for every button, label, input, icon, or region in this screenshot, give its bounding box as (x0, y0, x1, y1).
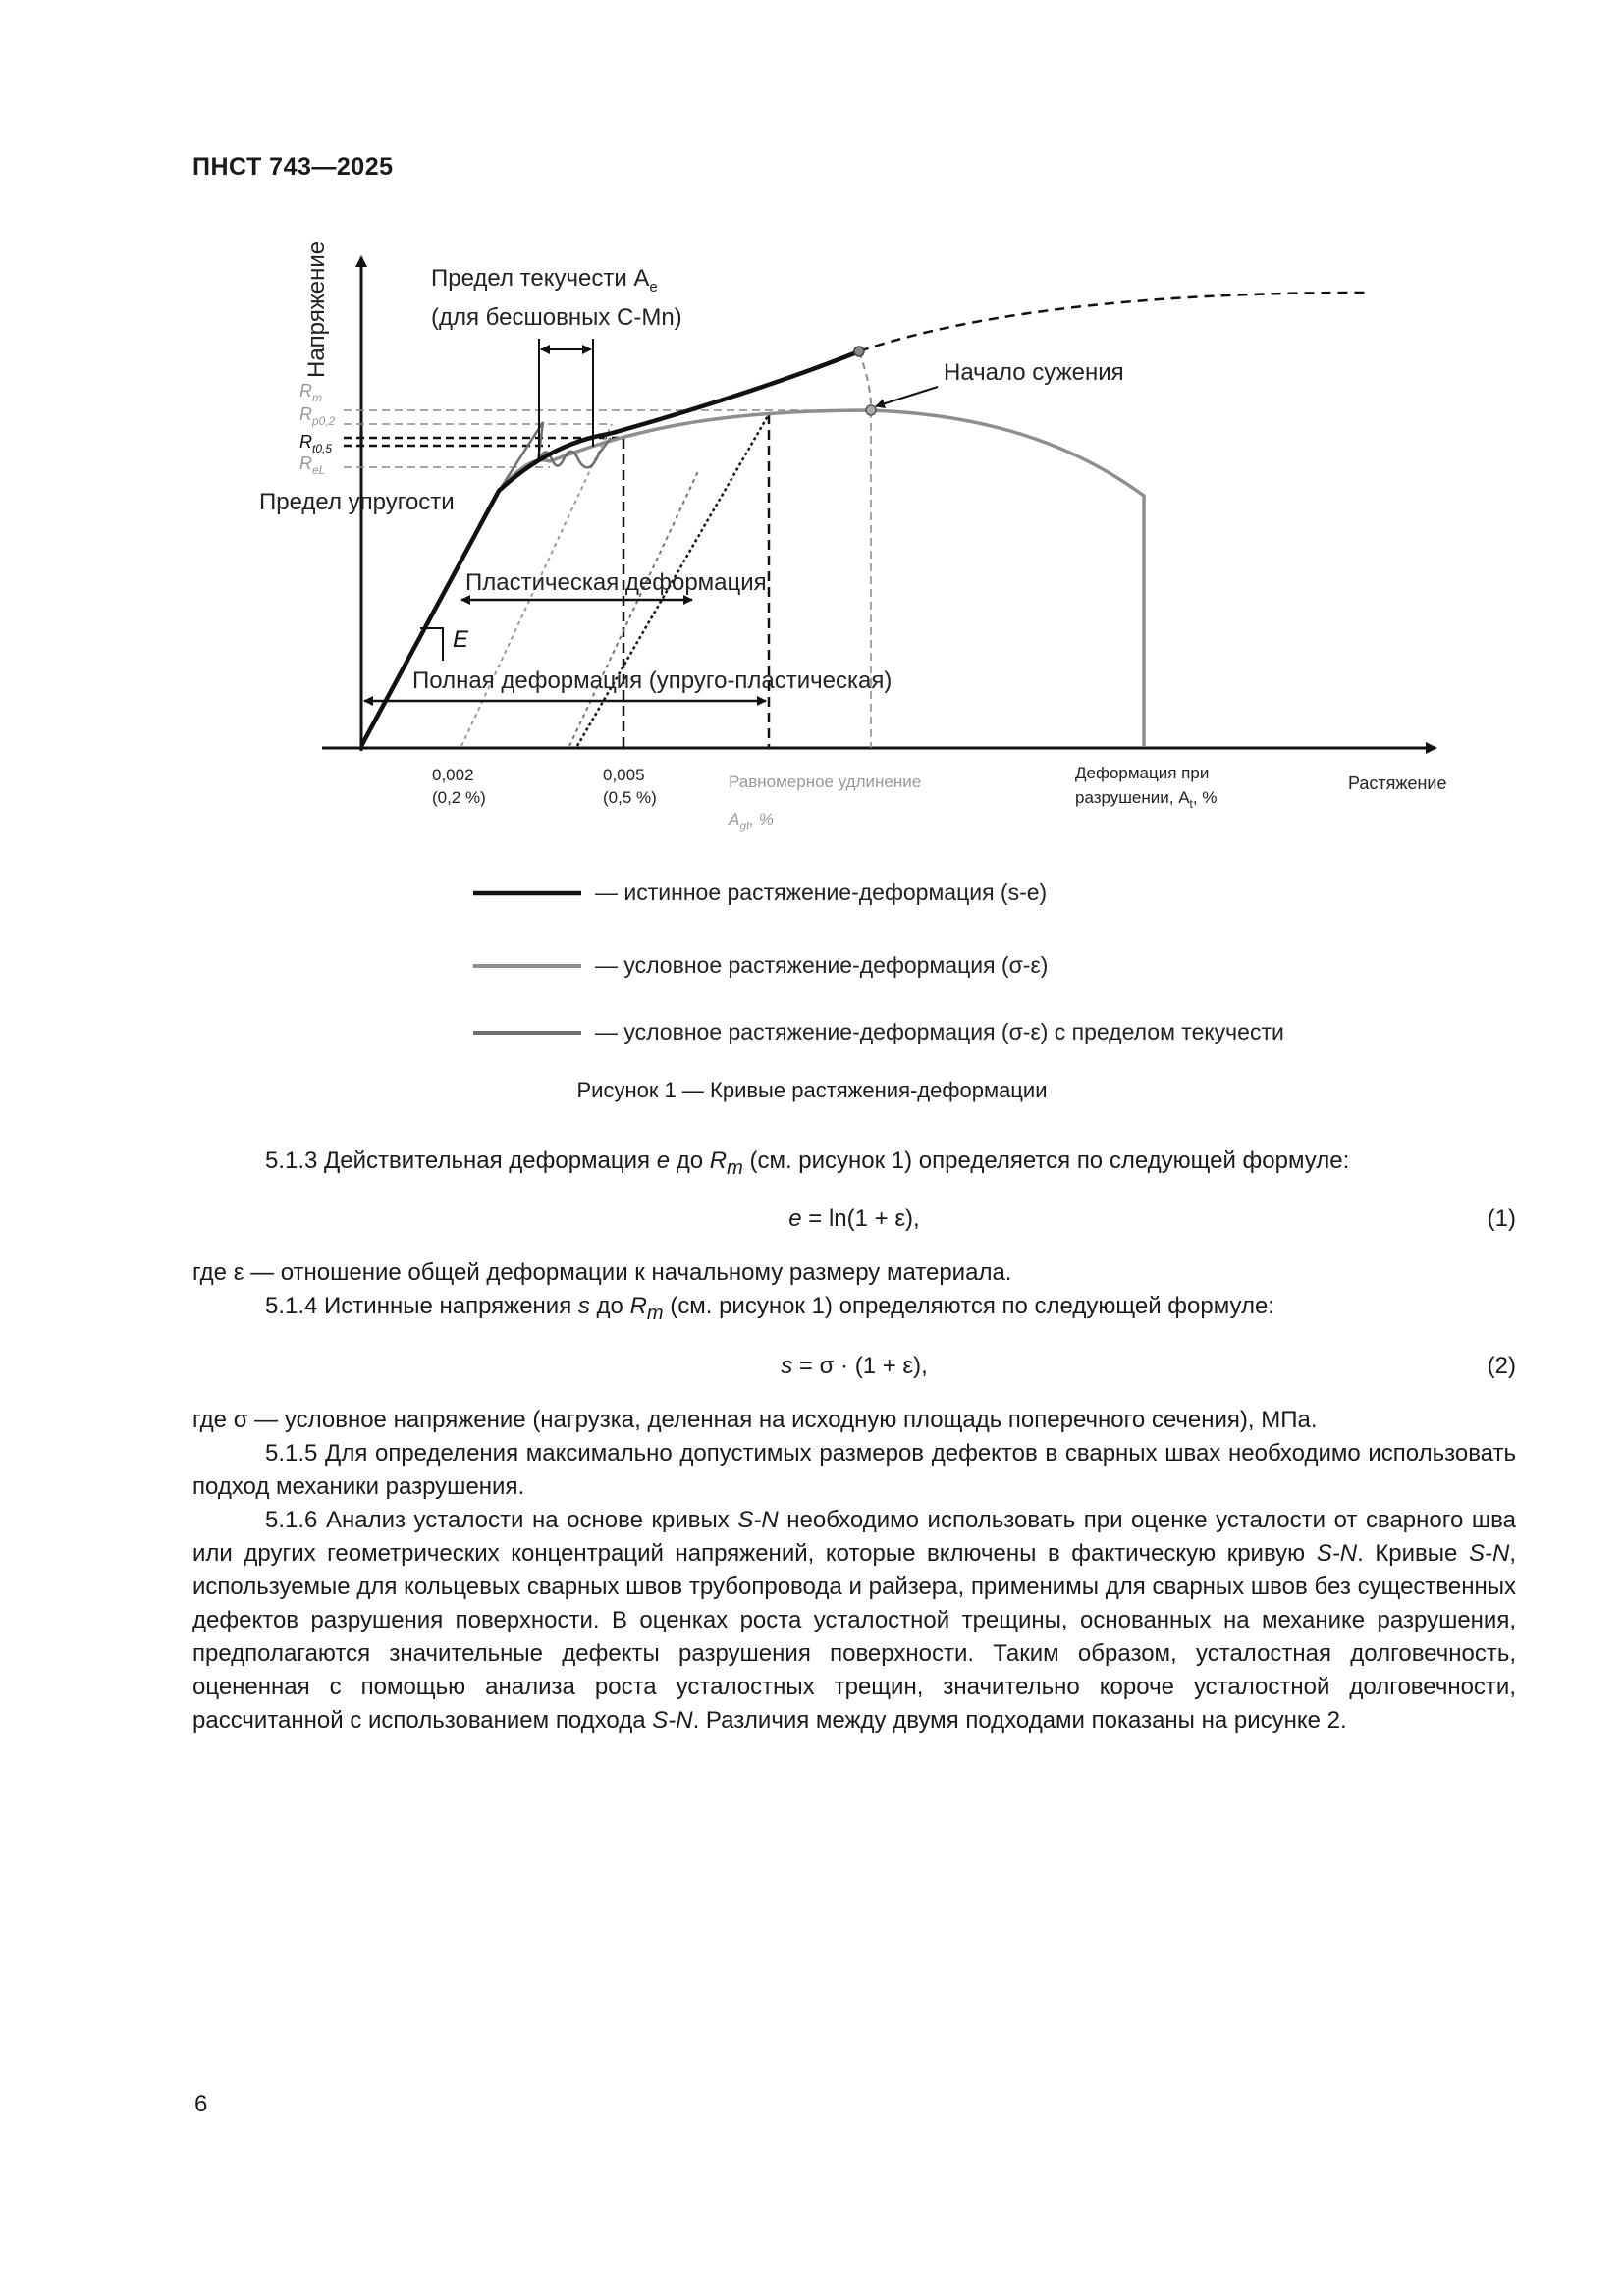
offset-line-005 (569, 469, 699, 746)
necking-point (866, 405, 876, 415)
label-rel: $R_{eL}$ (299, 454, 326, 477)
label-rt: $R_{t0,5}$ (299, 432, 333, 455)
document-header: ПНСТ 743—2025 (192, 153, 394, 181)
paragraph-5-1-5: 5.1.5 Для определения максимально допустимых размеров дефектов в сварных швах необходимо использовать подход механики разрушения. (192, 1440, 1516, 1500)
x-label-uniform: Равномерное удлинение (729, 773, 922, 791)
label-rm: $R_m$ (299, 381, 322, 404)
x-label-002-pct: (0,2 %) (432, 788, 486, 807)
equation-2-number: (2) (1487, 1353, 1516, 1379)
equation-1-number: (1) (1487, 1205, 1516, 1232)
necking-dashed-link (859, 351, 871, 410)
modulus-label: E (453, 626, 469, 653)
where-2: где σ — условное напряжение (нагрузка, деленная на исходную площадь поперечного сечения), МПа. (192, 1407, 1318, 1433)
paragraph-5-1-3: 5.1.3 Действительная деформация e до $R_m$ (см. рисунок 1) определяется по следующей формуле: (265, 1148, 1350, 1179)
where-1: где ε — отношение общей деформации к начальному размеру материала. (192, 1259, 1012, 1286)
true-curve-end-point (854, 347, 864, 356)
total-label: Полная деформация (упруго-пластическая) (412, 667, 893, 694)
plastic-label: Пластическая деформация (465, 569, 767, 596)
x-label-fracture-2: разрушении, $A_t$, % (1075, 788, 1218, 811)
yield-note-line2: (для бесшовных C-Mn) (431, 304, 682, 331)
necking-label: Начало сужения (944, 359, 1124, 386)
paragraph-5-1-4: 5.1.4 Истинные напряжения s до $R_m$ (см. рисунок 1) определяются по следующей формуле: (265, 1293, 1274, 1324)
figure-caption: Рисунок 1 — Кривые растяжения-деформации (576, 1078, 1048, 1102)
x-label-005: 0,005 (603, 766, 645, 784)
page-number: 6 (194, 2091, 208, 2117)
y-axis-label: Напряжение (303, 240, 330, 378)
stress-strain-figure (0, 0, 1624, 1080)
elastic-limit-label: Предел упругости (259, 489, 455, 515)
x-label-fracture-1: Деформация при (1075, 764, 1210, 782)
yield-note-line1: Предел текучести $A_e$ (431, 265, 658, 295)
legend-label-eng: — условное растяжение-деформация (σ-ε) (595, 952, 1049, 978)
paragraph-5-1-6: 5.1.6 Анализ усталости на основе кривых S-N необходимо использовать при оценке усталости от сварного шва или других геометрических концентраций напряжений, которые включены в фактическую кривую S-N. Кривые S-N, используемые для кольцевых сварных швов трубопровода и райзера, применимы для сварных швов без существенных дефектов разрушения поверхности. В оценках роста усталостной трещины, основанных на механике разрушения, предполагаются значительные дефекты разрушения поверхности. Таким образом, усталостная долговечность, оцененная с помощью анализа роста усталостных трещин, значительно короче усталостной долговечности, рассчитанной с использованием подхода S-N. Различия между двумя подходами показаны на рисунке 2. (192, 1507, 1516, 1734)
x-label-agt: $A_{gt}$, % (729, 810, 774, 832)
engineering-yield-curve (501, 422, 611, 488)
label-rp: $R_{p0,2}$ (299, 404, 336, 428)
legend-label-true: — истинное растяжение-деформация (s-e) (595, 880, 1048, 905)
true-curve-extension (859, 293, 1365, 351)
legend-label-eng-yield: — условное растяжение-деформация (σ-ε) с пределом текучести (595, 1019, 1284, 1044)
x-axis-label: Растяжение (1348, 774, 1447, 793)
x-label-005-pct: (0,5 %) (603, 788, 657, 807)
x-label-002: 0,002 (432, 766, 474, 784)
necking-arrow (876, 387, 938, 406)
